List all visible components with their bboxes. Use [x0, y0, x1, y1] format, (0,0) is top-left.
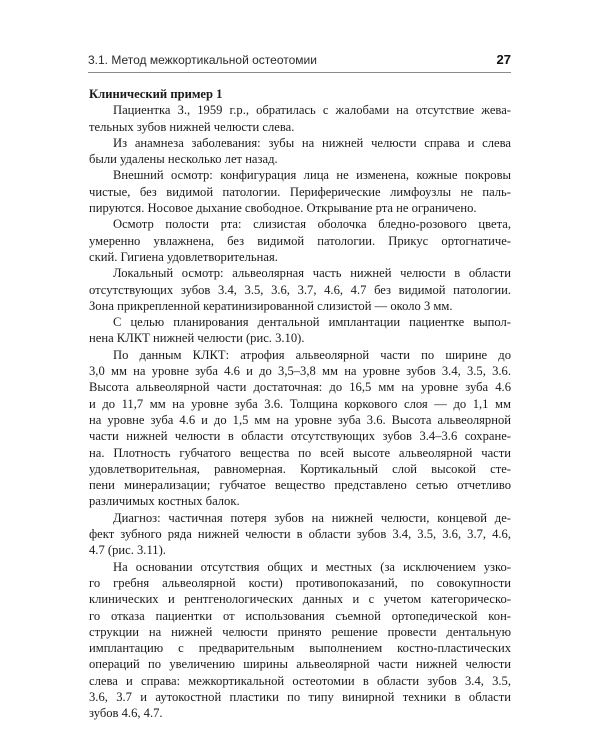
text-line: нена КЛКТ нижней челюсти (рис. 3.10). — [89, 331, 305, 346]
text-line: Внешний осмотр: конфигурация лица не изменена, кожные покровы — [113, 168, 511, 183]
text-line: удовлетворительная, равномерная. Кортикальный слой высокой сте- — [89, 461, 511, 476]
text-line: пируются. Носовое дыхание свободное. Открывание рта не ограничено. — [89, 201, 477, 216]
text-line: фект зубного ряда нижней челюсти в области зубов 3.4, 3.5, 3.6, 3.7, 4.6, — [89, 527, 511, 542]
text-line: различимых костных балок. — [89, 494, 240, 509]
page-number: 27 — [496, 52, 511, 67]
text-line: Диагноз: частичная потеря зубов на нижней челюсти, концевой де- — [113, 510, 511, 525]
text-line: пени минерализации; губчатое вещество представлено сетью отчетливо — [89, 478, 511, 493]
text-line: имплантацию с предварительным выполнением костно-пластических — [89, 641, 511, 656]
paragraph — [89, 510, 511, 559]
paragraph — [89, 167, 511, 216]
text-line: части нижней челюсти в области отсутствующих зубов 3.4–3.6 сохране- — [89, 429, 511, 444]
text-line: Осмотр полости рта: слизистая оболочка бледно-розового цвета, — [113, 217, 511, 232]
text-line: и до 11,7 мм на уровне зуба 3.6. Толщина коркового слоя — до 1,1 мм — [89, 396, 511, 411]
text-line: На основании отсутствия общих и местных (за исключением узко- — [113, 559, 511, 574]
text-line: Локальный осмотр: альвеолярная часть нижней челюсти в области — [113, 266, 511, 281]
paragraph — [89, 314, 511, 347]
text-line: Из анамнеза заболевания: зубы на нижней челюсти справа и слева — [113, 135, 511, 150]
text-line: го отказа пациентки от использования съемной ортопедической кон- — [89, 608, 511, 623]
text-line: клинических и рентгенологических данных и с учетом категорическо- — [89, 592, 511, 607]
section-title: 3.1. Метод межкортикальной остеотомии — [88, 53, 317, 67]
text-line: 4.7 (рис. 3.11). — [89, 543, 166, 558]
paragraph — [89, 559, 511, 722]
text-line: Пациентка З., 1959 г.р., обратилась с жалобами на отсутствие жева- — [113, 103, 511, 118]
text-line: Зона прикрепленной кератинизированной слизистой — около 3 мм. — [89, 298, 453, 313]
example-heading: Клинический пример 1 — [89, 87, 223, 101]
text-line: операций по увеличению ширины альвеолярной части нижней челюсти — [89, 657, 511, 672]
text-line: По данным КЛКТ: атрофия альвеолярной части по ширине до — [113, 347, 511, 362]
text-line: С целью планирования дентальной имплантации пациентке выпол- — [113, 315, 511, 330]
paragraph — [89, 265, 511, 314]
text-line: отсутствующих зубов 3.4, 3.5, 3.6, 3.7, 4.6, 4.7 без видимой патологии. — [89, 282, 511, 297]
text-line: были удалены несколько лет назад. — [89, 152, 278, 167]
text-line: 3,0 мм на уровне зуба 4.6 и до 3,5–3,8 мм на уровне зубов 3.4, 3.5, 3.6. — [89, 364, 511, 379]
text-line: тельных зубов нижней челюсти слева. — [89, 119, 295, 134]
text-line: умеренно увлажнена, без видимой патологии. Прикус ортогнатиче- — [89, 233, 511, 248]
text-line: на. Плотность губчатого вещества по всей высоте альвеолярной части — [89, 445, 511, 460]
paragraph — [89, 216, 511, 265]
running-header — [88, 53, 511, 67]
header-rule — [88, 72, 511, 73]
text-line: Высота альвеолярной части достаточная: до 16,5 мм на уровне зуба 4.6 — [89, 380, 511, 395]
paragraph — [89, 347, 511, 510]
text-line: слева и справа: межкортикальной остеотомии в области зубов 3.4, 3.5, — [89, 673, 511, 688]
text-line: 3.6, 3.7 и аутокостной пластики по типу винирной техники в области — [89, 689, 511, 704]
text-line: на уровне зуба 4.6 и до 1,5 мм на уровне зуба 3.6. Высота альвеолярной — [89, 412, 511, 427]
text-line: чистые, без видимой патологии. Периферические лимфоузлы не паль- — [89, 184, 511, 199]
text-line: го гребня альвеолярной кости) противопоказаний, по совокупности — [89, 575, 511, 590]
page-body — [89, 86, 511, 722]
text-line: ский. Гигиена удовлетворительная. — [89, 249, 278, 264]
text-line: зубов 4.6, 4.7. — [89, 706, 163, 721]
paragraph — [89, 135, 511, 168]
text-line: струкции на нижней челюсти принято решение провести дентальную — [89, 624, 511, 639]
paragraph — [89, 102, 511, 135]
